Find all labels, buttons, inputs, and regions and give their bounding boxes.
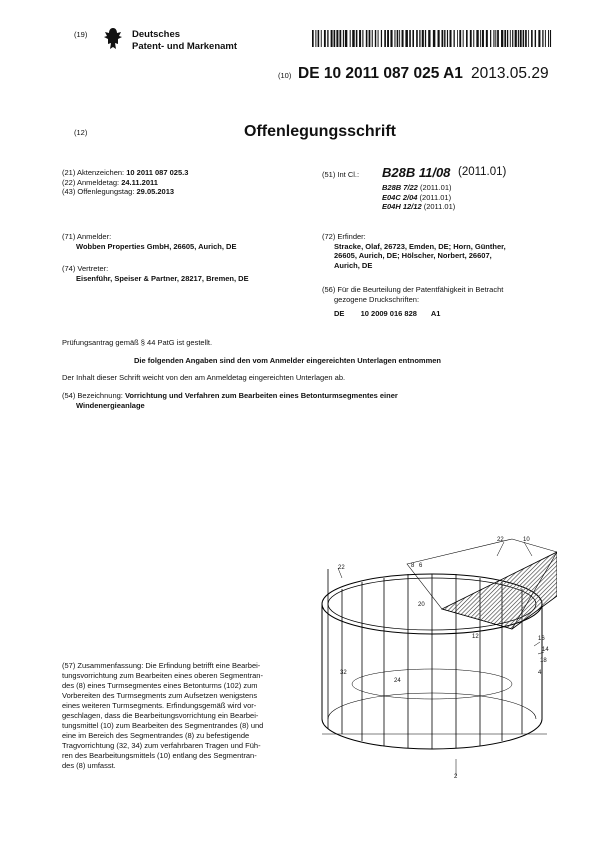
inid-code-71: (71) Anmelder:: [62, 232, 112, 241]
ref-label: 2: [454, 774, 458, 779]
federal-eagle-icon: [102, 26, 124, 52]
inid-code-19: (19): [74, 30, 88, 39]
filing-details: [62, 168, 188, 197]
ipc-main-class: B28B 11/08: [382, 165, 451, 180]
ipc-secondary-item: E04C 2/04 (2011.01): [382, 192, 452, 202]
inventor-line: Stracke, Olaf, 26723, Emden, DE; Horn, Günther,: [334, 241, 506, 251]
cited-documents-heading: gezogene Druckschriften:: [334, 294, 420, 304]
abstract: [62, 661, 307, 771]
inid-code-21: (21) Aktenzeichen:: [62, 168, 125, 177]
filing-date: 24.11.2011: [121, 177, 158, 187]
cited-document: DE 10 2009 016 828 A1: [334, 309, 441, 318]
abstract-line: ren des Bearbeitungsmittels (10) entlang des Segmentran-: [62, 751, 257, 760]
inventors-section: [322, 232, 506, 270]
ref-label: 18: [540, 658, 547, 664]
inventor-line: Aurich, DE: [334, 260, 373, 270]
inid-code-72: (72) Erfinder:: [322, 232, 366, 241]
inid-code-54: (54) Bezeichnung:: [62, 391, 123, 400]
ipc-secondary-list: [382, 183, 455, 212]
inventor-line: 26605, Aurich, DE; Hölscher, Norbert, 26607,: [334, 251, 492, 260]
ref-label: 12: [472, 634, 479, 640]
inid-code-43: (43) Offenlegungstag:: [62, 187, 135, 196]
ref-label: 6: [419, 563, 423, 569]
abstract-line: (57) Zusammenfassung: Die Erfindung betrifft eine Bearbei-: [62, 661, 261, 670]
abstract-line: des (8) umfasst.: [62, 761, 116, 770]
title-section: [62, 391, 398, 410]
office-name-line2: Patent- und Markenamt: [132, 41, 238, 52]
abstract-line: Tragvorrichtung (32, 34) zum verfahrbaren Tragen und Füh-: [62, 741, 261, 750]
abstract-line: des (8) eines Turmsegmentes eines Betonturms (102) zum: [62, 681, 258, 690]
office-name-line1: Deutsches: [132, 29, 181, 40]
representative-name: Eisenführ, Speiser & Partner, 28217, Bremen, DE: [76, 273, 249, 283]
representative-section: [62, 264, 249, 283]
abstract-line: eine im Bereich des Segmentrandes (8) zu befestigende: [62, 731, 250, 740]
inid-code-74: (74) Vertreter:: [62, 264, 109, 273]
applicant-name: Wobben Properties GmbH, 26605, Aurich, DE: [76, 241, 237, 251]
ref-label: 32: [340, 670, 347, 676]
application-number: 10 2011 087 025.3: [126, 168, 189, 177]
source-note: Die folgenden Angaben sind den vom Anmelder eingereichten Unterlagen entnommen: [134, 356, 441, 365]
publication-date-header: 2013.05.29: [471, 65, 549, 82]
ref-label: 10: [523, 537, 530, 543]
content-deviation-note: Der Inhalt dieser Schrift weicht von den am Anmeldetag eingereichten Unterlagen ab.: [62, 373, 346, 382]
patent-drawing: [312, 534, 557, 779]
barcode-image: [312, 30, 552, 47]
abstract-line: tungsmittel (10) zum Bearbeiten des Segmentrandes (8) und: [62, 721, 264, 730]
abstract-line: tungsvorrichtung zum Bearbeiten eines oberen Segmentran-: [62, 671, 263, 680]
ref-label: 8: [411, 563, 415, 569]
abstract-line: eines weiteren Turmsegments. Erfindungsgemäß wird vor-: [62, 701, 257, 710]
ipc-secondary-item: E04H 12/12 (2011.01): [382, 202, 456, 211]
inid-code-56: (56) Für die Beurteilung der Patentfähigkeit in Betracht: [322, 285, 504, 294]
abstract-line: geschlagen, dass die Bearbeitungsvorrichtung ein Bearbei-: [62, 711, 259, 720]
publication-date: 29.05.2013: [136, 187, 175, 196]
document-number: DE 10 2011 087 025 A1: [298, 65, 463, 82]
inid-code-10: (10): [278, 71, 292, 80]
examination-request-note: Prüfungsantrag gemäß § 44 PatG ist gestellt.: [62, 338, 213, 347]
document-type: Offenlegungsschrift: [244, 123, 397, 140]
ref-label: 14: [542, 647, 549, 653]
inid-code-22: (22) Anmeldetag:: [62, 177, 120, 187]
inid-code-12: (12): [74, 128, 88, 137]
ref-label: 4: [538, 670, 542, 676]
ipc-secondary-item: B28B 7/22 (2011.01): [382, 183, 452, 192]
ipc-main-version: (2011.01): [458, 166, 507, 178]
ref-label: 16: [538, 636, 545, 642]
abstract-line: Vorbereiten des Turmsegments zum Aufsetzen wenigstens: [62, 691, 258, 700]
ref-label: 22: [497, 537, 504, 543]
applicant-section: [62, 232, 236, 251]
invention-title-line: Vorrichtung und Verfahren zum Bearbeiten eines Betonturmsegmentes einer: [124, 391, 398, 400]
ref-label: 20: [418, 602, 425, 608]
inid-code-51: (51) Int Cl.:: [322, 170, 360, 179]
ref-label: 24: [394, 678, 401, 684]
ref-label: 22: [338, 565, 345, 571]
machining-tool-hatched: [442, 552, 557, 629]
cited-documents-section: [322, 285, 503, 319]
invention-title-line: Windenergieanlage: [76, 400, 145, 410]
